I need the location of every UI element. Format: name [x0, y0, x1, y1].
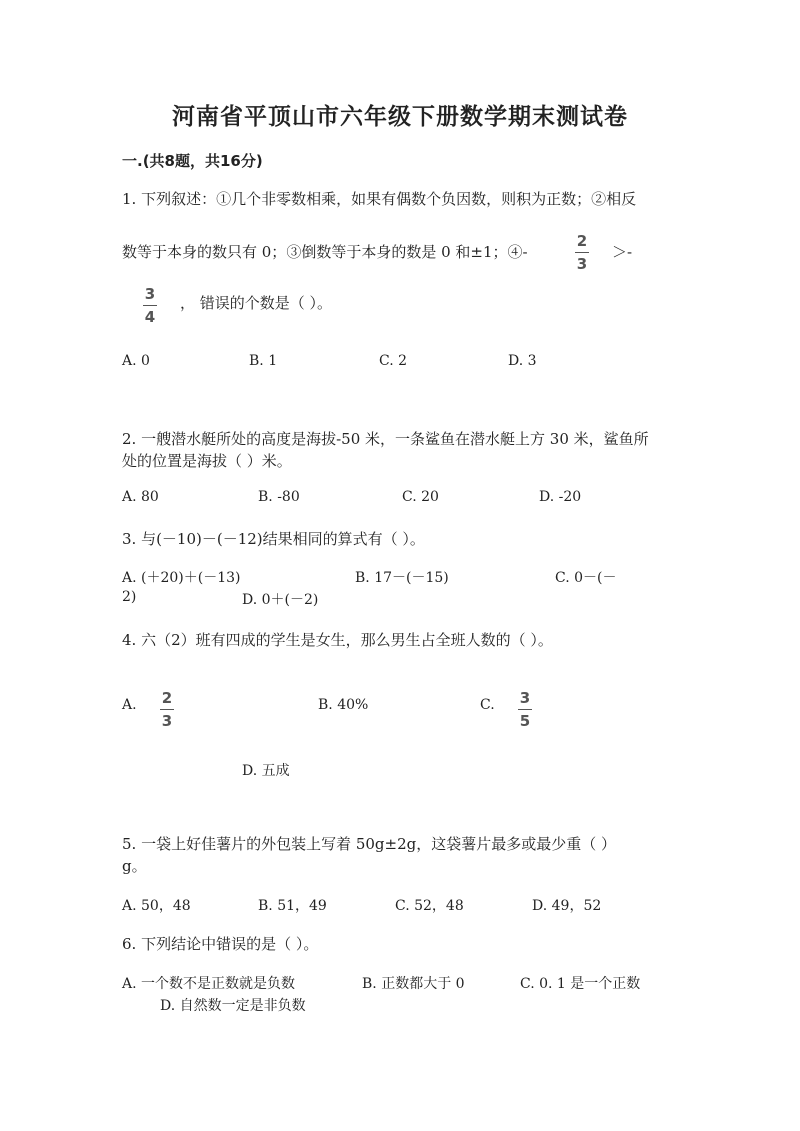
fraction-2-3 [575, 232, 589, 273]
fraction-numerator: 2 [576, 232, 588, 250]
option-c[interactable]: C. 20 [402, 489, 439, 505]
fraction-denominator: 3 [576, 255, 588, 273]
fraction-bar [143, 305, 157, 306]
question-1-line-2: 数等于本身的数只有 0；③倒数等于本身的数是 0 和±1；④- [122, 243, 528, 261]
fraction-2-3 [160, 689, 174, 730]
question-4-line-1: 4. 六（2）班有四成的学生是女生，那么男生占全班人数的（ ）。 [122, 631, 553, 649]
option-d[interactable]: D. 3 [508, 353, 537, 369]
option-a[interactable]: A. (＋20)＋(－13) [122, 570, 241, 586]
option-c[interactable]: C. 0－(－ [555, 570, 617, 586]
option-a[interactable]: A. 50，48 [122, 898, 191, 914]
fraction-3-5 [518, 689, 532, 730]
option-b[interactable]: B. 1 [249, 353, 278, 369]
option-b[interactable]: B. 正数都大于 0 [362, 976, 465, 992]
fraction-denominator: 4 [144, 308, 156, 326]
question-1-line-1: 1. 下列叙述：①几个非零数相乘，如果有偶数个负因数，则积为正数；②相反 [122, 190, 637, 208]
question-2-line-1: 2. 一艘潜水艇所处的高度是海拔-50 米，一条鲨鱼在潜水艇上方 30 米，鲨鱼所 [122, 430, 649, 448]
fraction-numerator: 2 [161, 689, 173, 707]
option-c-label[interactable]: C. [480, 697, 495, 713]
option-a[interactable]: A. 80 [122, 489, 159, 505]
page-title: 河南省平顶山市六年级下册数学期末测试卷 [172, 104, 628, 130]
option-c[interactable]: C. 2 [379, 353, 408, 369]
question-2-line-2: 处的位置是海拔（ ）米。 [122, 452, 292, 470]
option-b[interactable]: B. -80 [258, 489, 300, 505]
fraction-bar [160, 709, 174, 710]
fraction-3-4 [143, 285, 157, 326]
option-d[interactable]: D. -20 [539, 489, 582, 505]
fraction-bar [518, 709, 532, 710]
option-c[interactable]: C. 52，48 [395, 898, 464, 914]
option-d[interactable]: D. 自然数一定是非负数 [160, 998, 306, 1014]
option-a[interactable]: A. 一个数不是正数就是负数 [122, 976, 296, 992]
question-3-line-1: 3. 与(－10)－(－12)结果相同的算式有（ ）。 [122, 530, 425, 548]
option-d[interactable]: D. 0＋(－2) [242, 592, 319, 608]
option-d[interactable]: D. 五成 [242, 763, 290, 779]
option-b[interactable]: B. 17－(－15) [355, 570, 449, 586]
option-a-label[interactable]: A. [122, 697, 137, 713]
fraction-bar [575, 252, 589, 253]
section-heading: 一.(共8题，共16分) [122, 152, 263, 170]
question-6-line-1: 6. 下列结论中错误的是（ ）。 [122, 935, 319, 953]
option-a[interactable]: A. 0 [122, 353, 150, 369]
fraction-numerator: 3 [144, 285, 156, 303]
option-c-continued[interactable]: 2) [122, 589, 137, 605]
question-1-line-3: ， 错误的个数是（ ）。 [180, 294, 333, 312]
question-5-line-2: g。 [122, 857, 147, 875]
option-c[interactable]: C. 0. 1 是一个正数 [520, 976, 641, 992]
question-5-line-1: 5. 一袋上好佳薯片的外包装上写着 50g±2g，这袋薯片最多或最少重（ ） [122, 835, 617, 853]
fraction-denominator: 3 [161, 712, 173, 730]
fraction-denominator: 5 [519, 712, 531, 730]
option-b[interactable]: B. 51，49 [258, 898, 327, 914]
question-1-comparison: ＞- [612, 243, 633, 261]
fraction-numerator: 3 [519, 689, 531, 707]
option-b[interactable]: B. 40% [318, 697, 369, 713]
option-d[interactable]: D. 49，52 [532, 898, 602, 914]
